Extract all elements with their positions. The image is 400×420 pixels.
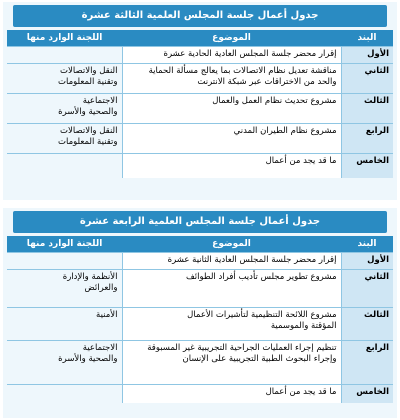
table-row [7, 124, 393, 154]
table-row [7, 341, 393, 385]
committee-line: والصحية والأسرة [58, 107, 118, 117]
row-item: الثاني [341, 270, 393, 308]
row-topic [122, 385, 341, 403]
topic-line: وإجراء البحوث الطبية التجريبية على الإنسان [182, 354, 337, 364]
agenda-table-13 [3, 2, 397, 200]
committee-line: والعرائض [84, 283, 118, 293]
table-row [7, 64, 393, 94]
table-row [7, 270, 393, 308]
row-committee [7, 47, 122, 64]
row-item: الرابع [341, 124, 393, 154]
table-row [7, 94, 393, 124]
topic-line: المؤقتة والموسمية [270, 321, 337, 331]
row-committee [7, 270, 122, 308]
topic-line: مشروع تطوير مجلس تأديب أفراد الطوائف [185, 272, 337, 282]
header-topic: الموضوع [122, 236, 341, 253]
committee-line: الاجتماعية [82, 343, 118, 353]
topic-line: والحد من الاختراقات عبر شبكة الانترنت [197, 77, 337, 87]
row-committee [7, 308, 122, 341]
header-item: البند [341, 236, 393, 253]
row-committee [7, 94, 122, 124]
committee-line: الأنظمة والإدارة [62, 272, 118, 282]
committee-line: والصحية والأسرة [58, 354, 118, 364]
table-title: جدول أعمال جلسة المجلس العلمية الرابعة عشرة [13, 211, 387, 233]
topic-line: تنظيم إجراء العمليات الجراحية التجريبية غير المسبوقة [147, 343, 337, 353]
row-item: الخامس [341, 385, 393, 403]
row-topic [122, 270, 341, 308]
topic-line: ما قد يجد من أعمال [265, 387, 337, 397]
topic-line: إقرار محضر جلسة المجلس العادية الثانية عشرة [167, 255, 337, 265]
committee-line: وتقنية المعلومات [58, 137, 118, 147]
row-topic [122, 124, 341, 154]
table-row [7, 47, 393, 64]
row-committee [7, 341, 122, 385]
committee-line: النقل والاتصالات [60, 66, 118, 76]
table-row [7, 308, 393, 341]
row-item: الخامس [341, 154, 393, 178]
table-row [7, 253, 393, 270]
header-committee: اللجنة الوارد منها [7, 236, 122, 253]
row-topic [122, 253, 341, 270]
row-committee [7, 124, 122, 154]
header-topic: الموضوع [122, 30, 341, 47]
agenda-table [7, 30, 393, 178]
row-committee [7, 64, 122, 94]
row-committee [7, 253, 122, 270]
topic-line: ما قد يجد من أعمال [265, 156, 337, 166]
header-committee: اللجنة الوارد منها [7, 30, 122, 47]
row-committee [7, 154, 122, 178]
row-item: الثالث [341, 308, 393, 341]
row-topic [122, 94, 341, 124]
topic-line: مشروع اللائحة التنظيمية لتأشيرات الأعمال [187, 310, 337, 320]
row-item: الثاني [341, 64, 393, 94]
topic-line: مناقشة تعديل نظام الاتصالات بما يعالج مسألة الحماية [148, 66, 337, 76]
row-topic [122, 64, 341, 94]
row-topic [122, 308, 341, 341]
committee-line: الأمنية [96, 310, 118, 320]
agenda-table [7, 236, 393, 403]
row-topic [122, 341, 341, 385]
table-row [7, 154, 393, 178]
agenda-table-14 [3, 208, 397, 418]
row-item: الرابع [341, 341, 393, 385]
topic-line: مشروع نظام الطيران المدني [233, 126, 337, 136]
row-item: الأول [341, 253, 393, 270]
committee-line: الاجتماعية [82, 96, 118, 106]
row-topic [122, 47, 341, 64]
row-topic [122, 154, 341, 178]
header-item: البند [341, 30, 393, 47]
table-row [7, 385, 393, 403]
table-title: جدول أعمال جلسة المجلس العلمية الثالثة عشرة [13, 5, 387, 27]
committee-line: النقل والاتصالات [60, 126, 118, 136]
row-item: الثالث [341, 94, 393, 124]
row-item: الأول [341, 47, 393, 64]
topic-line: مشروع تحديث نظام العمل والعمال [212, 96, 337, 106]
row-committee [7, 385, 122, 403]
committee-line: وتقنية المعلومات [58, 77, 118, 87]
topic-line: إقرار محضر جلسة المجلس العادية الحادية عشرة [163, 49, 337, 59]
